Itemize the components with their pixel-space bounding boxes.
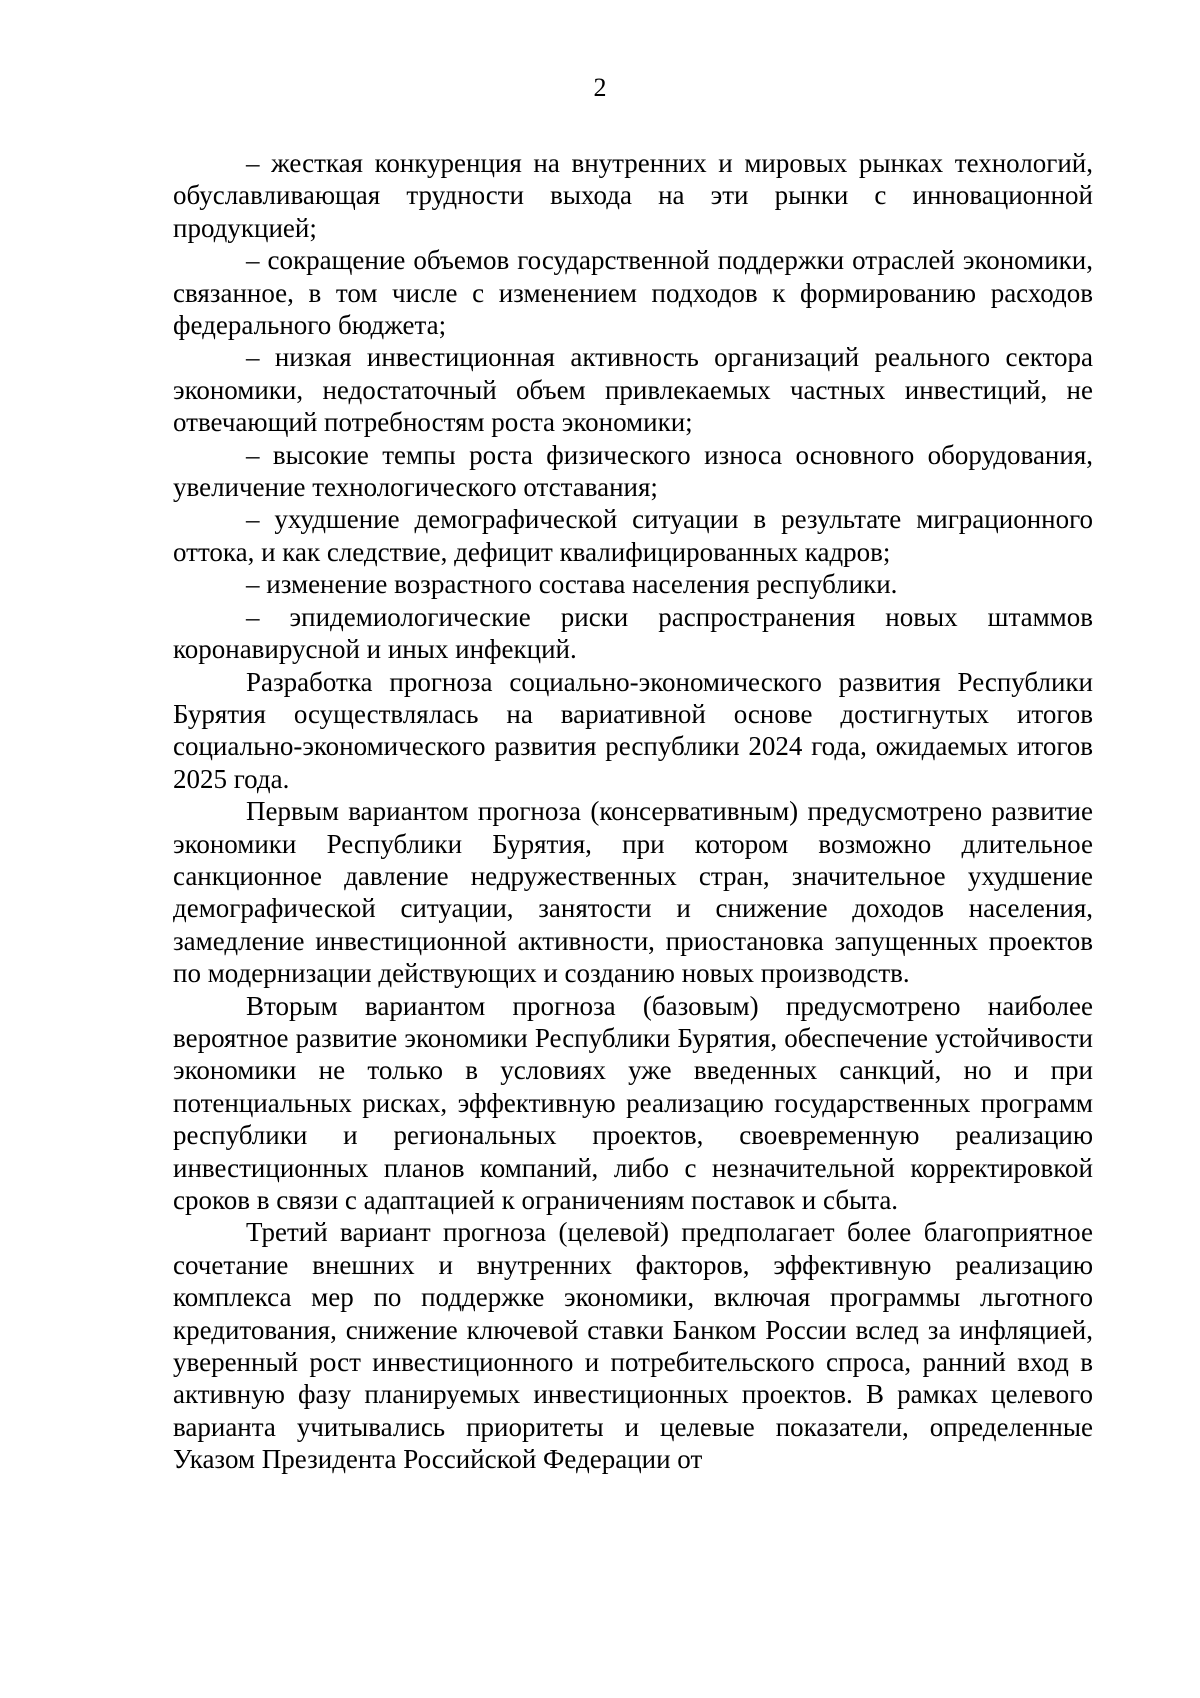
paragraph-conservative-variant: Первым вариантом прогноза (консервативным) предусмотрено развитие экономики Республики Бурятия, при котором возможно длительное санкционное давление недружественных стран, значительное ухудшение демографической ситуации, занятости и снижение доходов населения, замедление инвестиционной активности, приостановка запущенных проектов по модернизации действующих и созданию новых производств. — [173, 796, 1093, 989]
paragraph-base-variant: Вторым вариантом прогноза (базовым) предусмотрено наиболее вероятное развитие экономики Республики Бурятия, обеспечение устойчивости экономики не только в условиях уже введенных санкций, но и при потенциальных рисках, эффективную реализацию государственных программ республики и региональных проектов, своевременную реализацию инвестиционных планов компаний, либо с незначительной корректировкой сроков в связи с адаптацией к ограничениям поставок и сбыта. — [173, 990, 1093, 1215]
paragraph-forecast-development: Разработка прогноза социально-экономического развития Республики Бурятия осуществлялась на вариативной основе достигнутых итогов социально-экономического развития республики 2024 года, ожидаемых итогов 2025 года. — [173, 666, 1093, 794]
list-item-epidemiological-risks: – эпидемиологические риски распространения новых штаммов коронавирусной и иных инфекций. — [173, 601, 1093, 665]
paragraph-target-variant: Третий вариант прогноза (целевой) предполагает более благоприятное сочетание внешних и внутренних факторов, эффективную реализацию комплекса мер по поддержке экономики, включая программы льготного кредитования, снижение ключевой ставки Банком России вслед за инфляцией, уверенный рост инвестиционного и потребительского спроса, ранний вход в активную фазу планируемых инвестиционных проектов. В рамках целевого варианта учитывались приоритеты и целевые показатели, определенные Указом Президента Российской Федерации от — [173, 1217, 1093, 1475]
list-item-state-support: – сокращение объемов государственной поддержки отраслей экономики, связанное, в том числе с изменением подходов к формированию расходов федерального бюджета; — [173, 245, 1093, 341]
list-item-investment-activity: – низкая инвестиционная активность организаций реального сектора экономики, недостаточный объем привлекаемых частных инвестиций, не отвечающий потребностям роста экономики; — [173, 342, 1093, 438]
list-item-age-structure: – изменение возрастного состава населения республики. — [246, 569, 898, 600]
body-text — [173, 147, 1093, 1476]
list-item-demography: – ухудшение демографической ситуации в результате миграционного оттока, и как следствие, дефицит квалифицированных кадров; — [173, 504, 1093, 567]
list-item-competition: – жесткая конкуренция на внутренних и мировых рынках технологий, обуславливающая трудности выхода на эти рынки с инновационной продукцией; — [173, 148, 1093, 243]
page-number: 2 — [593, 73, 607, 102]
list-item-equipment-wear: – высокие темпы роста физического износа основного оборудования, увеличение технологического отставания; — [173, 439, 1093, 503]
